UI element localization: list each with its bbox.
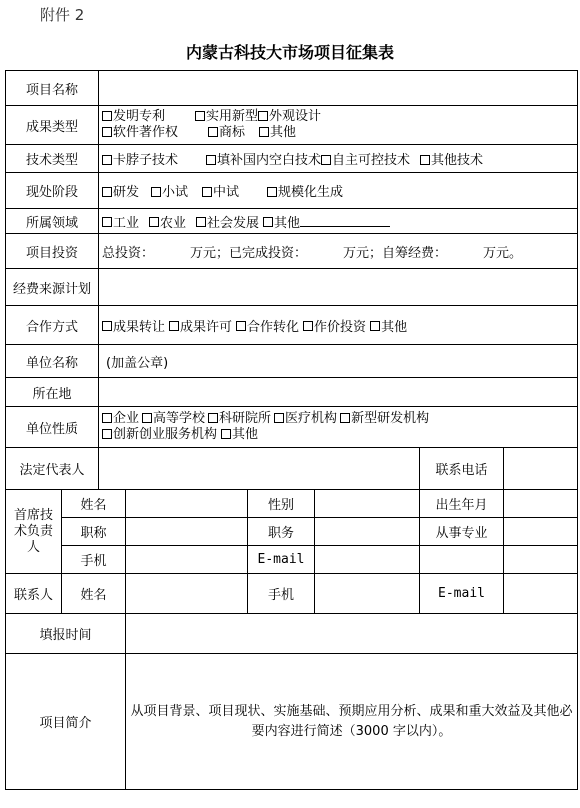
position-label: 职务 bbox=[248, 518, 315, 546]
field-options bbox=[99, 209, 578, 234]
checkbox-icon[interactable] bbox=[236, 321, 246, 331]
option-label: 合作转化 bbox=[247, 319, 300, 335]
empty-cell bbox=[420, 546, 504, 574]
checkbox-icon[interactable] bbox=[267, 187, 277, 197]
official-seal-note: (加盖公章) bbox=[106, 355, 169, 371]
option-label: 自主可控技术 bbox=[332, 153, 411, 168]
funding-plan-label: 经费来源计划 bbox=[6, 269, 99, 306]
checkbox-icon[interactable] bbox=[102, 321, 112, 331]
checkbox-icon[interactable] bbox=[259, 127, 269, 137]
title-field[interactable] bbox=[126, 518, 248, 546]
checkbox-icon[interactable] bbox=[102, 187, 112, 197]
contact-label: 联系人 bbox=[6, 574, 62, 614]
option-label: 工业 bbox=[113, 215, 140, 231]
chief-name-field[interactable] bbox=[126, 490, 248, 518]
legal-rep-field[interactable] bbox=[99, 448, 420, 490]
option-label: 其他 bbox=[274, 215, 301, 231]
title-label: 职称 bbox=[62, 518, 126, 546]
position-field[interactable] bbox=[315, 518, 420, 546]
intro-instruction: 从项目背景、项目现状、实施基础、预期应用分析、成果和重大效益及其他必要内容进行简述（3000 字以内）。 bbox=[130, 703, 573, 739]
unit-name-label: 单位名称 bbox=[6, 345, 99, 378]
phone-label: 联系电话 bbox=[420, 448, 504, 490]
tech-type-label: 技术类型 bbox=[6, 145, 99, 173]
option-label: 其他 bbox=[381, 319, 408, 335]
option-label: 创新创业服务机构 bbox=[113, 427, 218, 442]
option-label: 农业 bbox=[160, 215, 187, 231]
checkbox-icon[interactable] bbox=[102, 429, 112, 439]
stage-label: 现处阶段 bbox=[6, 173, 99, 209]
checkbox-icon[interactable] bbox=[263, 217, 273, 227]
checkbox-icon[interactable] bbox=[370, 321, 380, 331]
checkbox-icon[interactable] bbox=[102, 127, 112, 137]
option-label: 其他 bbox=[270, 125, 297, 140]
checkbox-icon[interactable] bbox=[102, 217, 112, 227]
checkbox-icon[interactable] bbox=[274, 413, 284, 423]
form-title: 内蒙古科技大市场项目征集表 bbox=[185, 43, 394, 62]
completed-investment-label: 万元；已完成投资： bbox=[190, 245, 308, 261]
option-label: 商标 bbox=[219, 125, 246, 140]
option-label: 发明专利 bbox=[113, 109, 166, 124]
checkbox-icon[interactable] bbox=[202, 187, 212, 197]
option-label: 实用新型 bbox=[206, 109, 259, 124]
chief-email-label: E-mail bbox=[248, 546, 315, 574]
chief-mobile-label: 手机 bbox=[62, 546, 126, 574]
intro-label: 项目简介 bbox=[6, 654, 126, 790]
checkbox-icon[interactable] bbox=[102, 413, 112, 423]
chief-email-field[interactable] bbox=[315, 546, 420, 574]
checkbox-icon[interactable] bbox=[151, 187, 161, 197]
stage-options bbox=[99, 173, 578, 209]
checkbox-icon[interactable] bbox=[142, 413, 152, 423]
contact-name-label: 姓名 bbox=[62, 574, 126, 614]
result-type-options bbox=[99, 106, 578, 145]
checkbox-icon[interactable] bbox=[303, 321, 313, 331]
checkbox-icon[interactable] bbox=[149, 217, 159, 227]
option-label: 新型研发机构 bbox=[351, 411, 430, 426]
specialty-label: 从事专业 bbox=[420, 518, 504, 546]
investment-cell[interactable] bbox=[99, 234, 578, 269]
checkbox-icon[interactable] bbox=[196, 217, 206, 227]
checkbox-icon[interactable] bbox=[340, 413, 350, 423]
empty-cell bbox=[504, 546, 578, 574]
contact-email-field[interactable] bbox=[504, 574, 578, 614]
option-label: 小试 bbox=[162, 185, 189, 200]
chief-name-label: 姓名 bbox=[62, 490, 126, 518]
checkbox-icon[interactable] bbox=[102, 111, 112, 121]
option-label: 软件著作权 bbox=[113, 125, 179, 140]
fill-time-label: 填报时间 bbox=[6, 614, 126, 654]
total-investment-label: 总投资： bbox=[102, 245, 155, 261]
checkbox-icon[interactable] bbox=[221, 429, 231, 439]
option-label: 规模化生成 bbox=[278, 185, 344, 200]
result-type-label: 成果类型 bbox=[6, 106, 99, 145]
unit-nature-label: 单位性质 bbox=[6, 407, 99, 448]
phone-field[interactable] bbox=[504, 448, 578, 490]
birth-label: 出生年月 bbox=[420, 490, 504, 518]
specialty-field[interactable] bbox=[504, 518, 578, 546]
cooperation-label: 合作方式 bbox=[6, 306, 99, 345]
option-label: 医疗机构 bbox=[285, 411, 338, 426]
attachment-label: 附件 2 bbox=[40, 6, 85, 24]
checkbox-icon[interactable] bbox=[420, 155, 430, 165]
cooperation-options bbox=[99, 306, 578, 345]
gender-label: 性别 bbox=[248, 490, 315, 518]
self-funding-label: 万元；自筹经费： bbox=[343, 245, 448, 261]
other-field-blank[interactable] bbox=[300, 215, 390, 227]
option-label: 高等学校 bbox=[153, 411, 206, 426]
location-field[interactable] bbox=[99, 378, 578, 407]
checkbox-icon[interactable] bbox=[208, 127, 218, 137]
checkbox-icon[interactable] bbox=[195, 111, 205, 121]
option-label: 其他技术 bbox=[431, 153, 484, 168]
chief-tech-label: 首席技术负责人 bbox=[6, 490, 62, 574]
legal-rep-label: 法定代表人 bbox=[6, 448, 99, 490]
checkbox-icon[interactable] bbox=[208, 413, 218, 423]
unit-nature-options bbox=[99, 407, 578, 448]
option-label: 科研院所 bbox=[219, 411, 272, 426]
checkbox-icon[interactable] bbox=[258, 111, 268, 121]
checkbox-icon[interactable] bbox=[206, 155, 216, 165]
contact-mobile-label: 手机 bbox=[248, 574, 315, 614]
project-name-field[interactable] bbox=[99, 71, 578, 106]
contact-mobile-field[interactable] bbox=[315, 574, 420, 614]
checkbox-icon[interactable] bbox=[102, 155, 112, 165]
option-label: 研发 bbox=[113, 185, 140, 200]
option-label: 成果转让 bbox=[113, 319, 166, 335]
fill-time-field[interactable] bbox=[126, 614, 578, 654]
option-label: 中试 bbox=[213, 185, 240, 200]
option-label: 卡脖子技术 bbox=[113, 153, 179, 168]
birth-field[interactable] bbox=[504, 490, 578, 518]
contact-email-label: E-mail bbox=[420, 574, 504, 614]
checkbox-icon[interactable] bbox=[321, 155, 331, 165]
funding-plan-field[interactable] bbox=[99, 269, 578, 306]
option-label: 作价投资 bbox=[314, 319, 367, 335]
option-label: 企业 bbox=[113, 411, 140, 426]
unit-name-field[interactable] bbox=[99, 345, 578, 378]
option-label: 填补国内空白技术 bbox=[217, 153, 322, 168]
option-label: 社会发展 bbox=[207, 215, 260, 231]
contact-name-field[interactable] bbox=[126, 574, 248, 614]
investment-label: 项目投资 bbox=[6, 234, 99, 269]
field-label: 所属领域 bbox=[6, 209, 99, 234]
option-label: 其他 bbox=[232, 427, 259, 442]
option-label: 成果许可 bbox=[180, 319, 233, 335]
gender-field[interactable] bbox=[315, 490, 420, 518]
checkbox-icon[interactable] bbox=[169, 321, 179, 331]
option-label: 外观设计 bbox=[269, 109, 322, 124]
intro-field[interactable] bbox=[126, 654, 578, 790]
collection-form bbox=[5, 70, 578, 790]
unit-wan-label: 万元。 bbox=[483, 245, 523, 261]
project-name-label: 项目名称 bbox=[6, 71, 99, 106]
chief-mobile-field[interactable] bbox=[126, 546, 248, 574]
location-label: 所在地 bbox=[6, 378, 99, 407]
tech-type-options bbox=[99, 145, 578, 173]
